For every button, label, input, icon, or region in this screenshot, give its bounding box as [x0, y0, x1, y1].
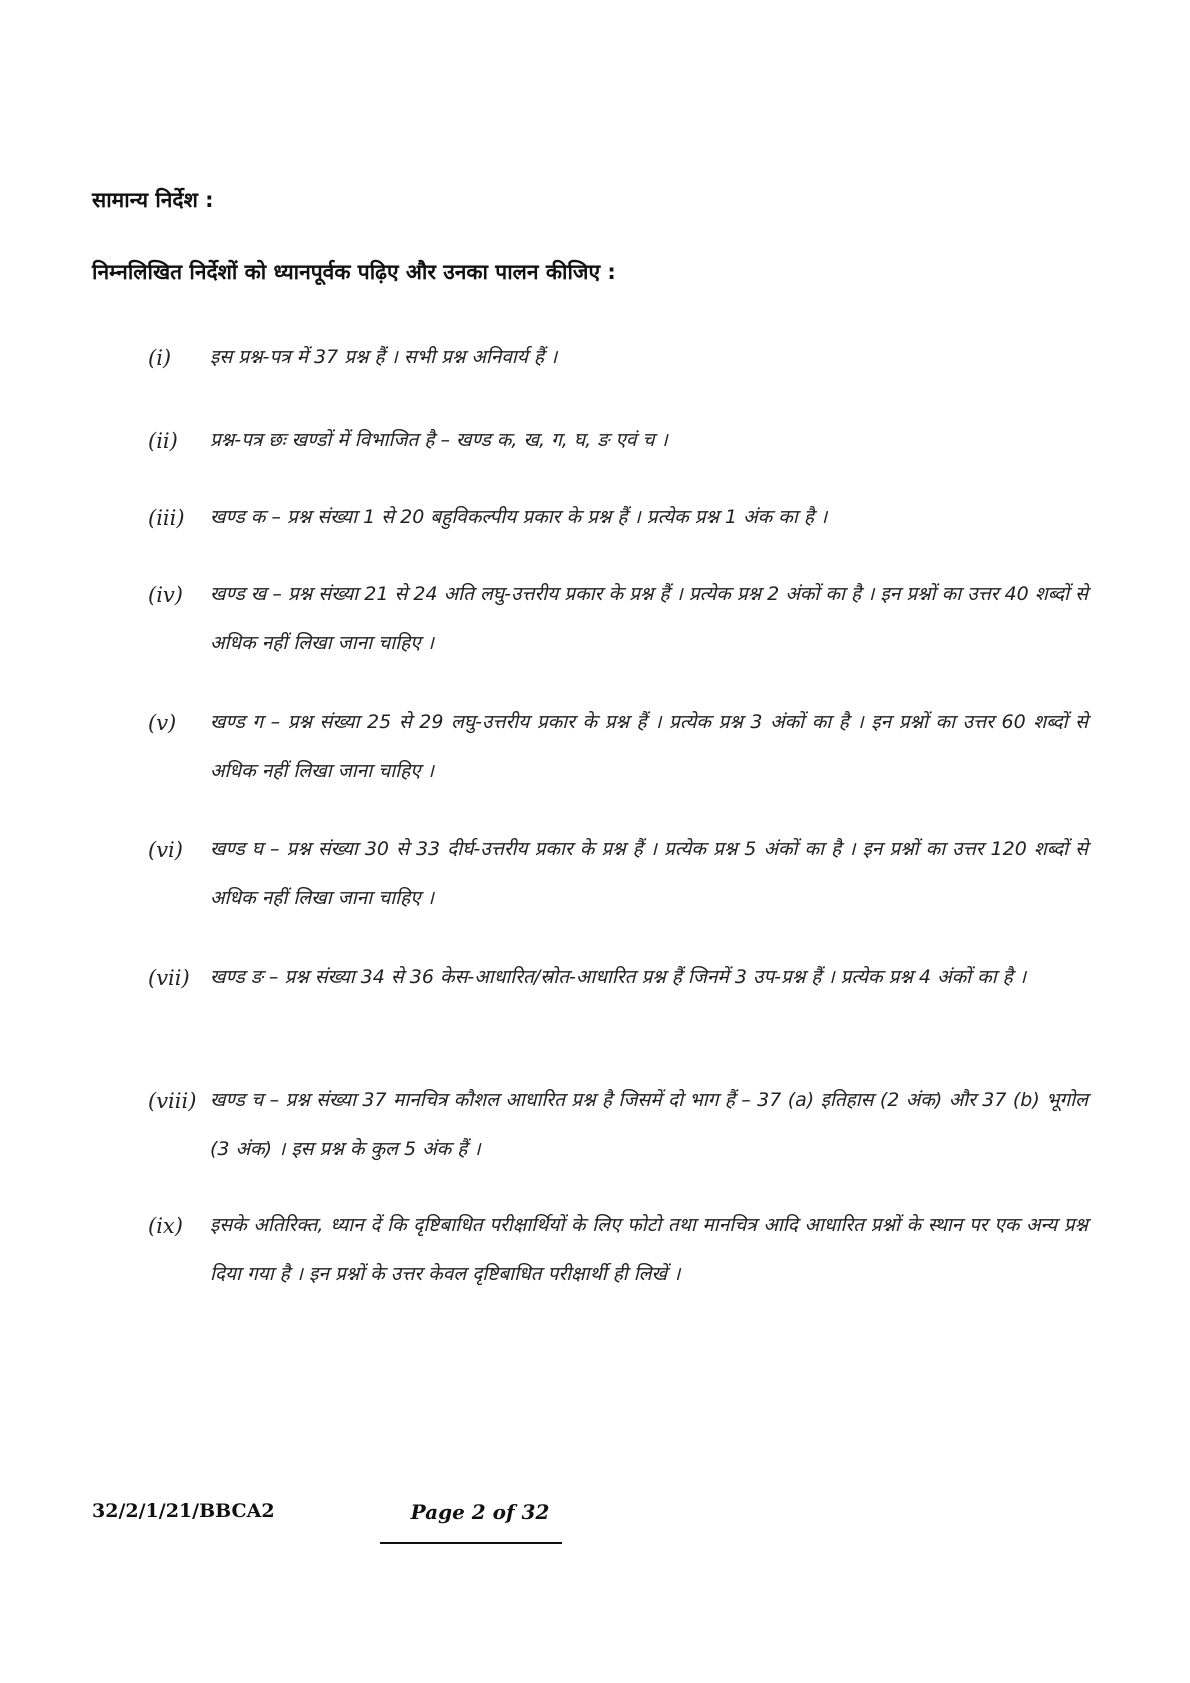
item-text: खण्ड घ – प्रश्न संख्या 30 से 33 दीर्घ-उत्तरीय प्रकार के प्रश्न हैं । प्रत्येक प्रश्न 5 अंकों का है । इन प्रश्नों का उत्तर 120 शब्दों से अधिक नहीं लिखा जाना चाहिए । [210, 838, 1088, 909]
page-number: Page 2 of 32 [410, 1500, 550, 1524]
item-label: (ii) [148, 429, 178, 453]
item-label: (vi) [148, 838, 183, 862]
item-label: (ix) [148, 1214, 183, 1238]
instructions-subtitle: निम्नलिखित निर्देशों को ध्यानपूर्वक पढ़िए और उनका पालन कीजिए : [92, 260, 616, 284]
item-label: (iii) [148, 506, 185, 530]
item-text: प्रश्न-पत्र छः खण्डों में विभाजित है – खण्ड क, ख, ग, घ, ङ एवं च । [210, 429, 668, 451]
item-label: (v) [148, 711, 177, 735]
item-text: खण्ड ङ – प्रश्न संख्या 34 से 36 केस-आधारित/स्रोत-आधारित प्रश्न हैं जिनमें 3 उप-प्रश्न हैं । प्रत्येक प्रश्न 4 अंकों का है । [210, 966, 1027, 988]
paper-code: 32/2/1/21/BBCA2 [92, 1500, 275, 1522]
item-label: (vii) [148, 966, 190, 990]
item-text: खण्ड ख – प्रश्न संख्या 21 से 24 अति लघु-उत्तरीय प्रकार के प्रश्न हैं । प्रत्येक प्रश्न 2 अंकों का है । इन प्रश्नों का उत्तर 40 शब्दों से अधिक नहीं लिखा जाना चाहिए । [210, 583, 1088, 654]
item-label: (iv) [148, 583, 183, 607]
page-number-underline [380, 1542, 562, 1544]
item-text: इसके अतिरिक्त, ध्यान दें कि दृष्टिबाधित परीक्षार्थियों के लिए फोटो तथा मानचित्र आदि आधारित प्रश्नों के स्थान पर एक अन्य प्रश्न दिया गया है । इन प्रश्नों के उत्तर केवल दृष्टिबाधित परीक्षार्थी ही लिखें । [210, 1214, 1088, 1285]
general-instructions-title: सामान्य निर्देश : [92, 188, 214, 212]
item-text: खण्ड ग – प्रश्न संख्या 25 से 29 लघु-उत्तरीय प्रकार के प्रश्न हैं । प्रत्येक प्रश्न 3 अंकों का है । इन प्रश्नों का उत्तर 60 शब्दों से अधिक नहीं लिखा जाना चाहिए । [210, 711, 1088, 782]
item-text: खण्ड च – प्रश्न संख्या 37 मानचित्र कौशल आधारित प्रश्न है जिसमें दो भाग हैं – 37 (a) इतिहास (2 अंक) और 37 (b) भूगोल (3 अंक) । इस प्रश्न के कुल 5 अंक हैं । [210, 1089, 1088, 1160]
item-label: (viii) [148, 1089, 197, 1113]
item-text: खण्ड क – प्रश्न संख्या 1 से 20 बहुविकल्पीय प्रकार के प्रश्न हैं । प्रत्येक प्रश्न 1 अंक का है । [210, 506, 828, 528]
item-text: इस प्रश्न-पत्र में 37 प्रश्न हैं । सभी प्रश्न अनिवार्य हैं । [210, 346, 558, 368]
item-label: (i) [148, 346, 172, 370]
